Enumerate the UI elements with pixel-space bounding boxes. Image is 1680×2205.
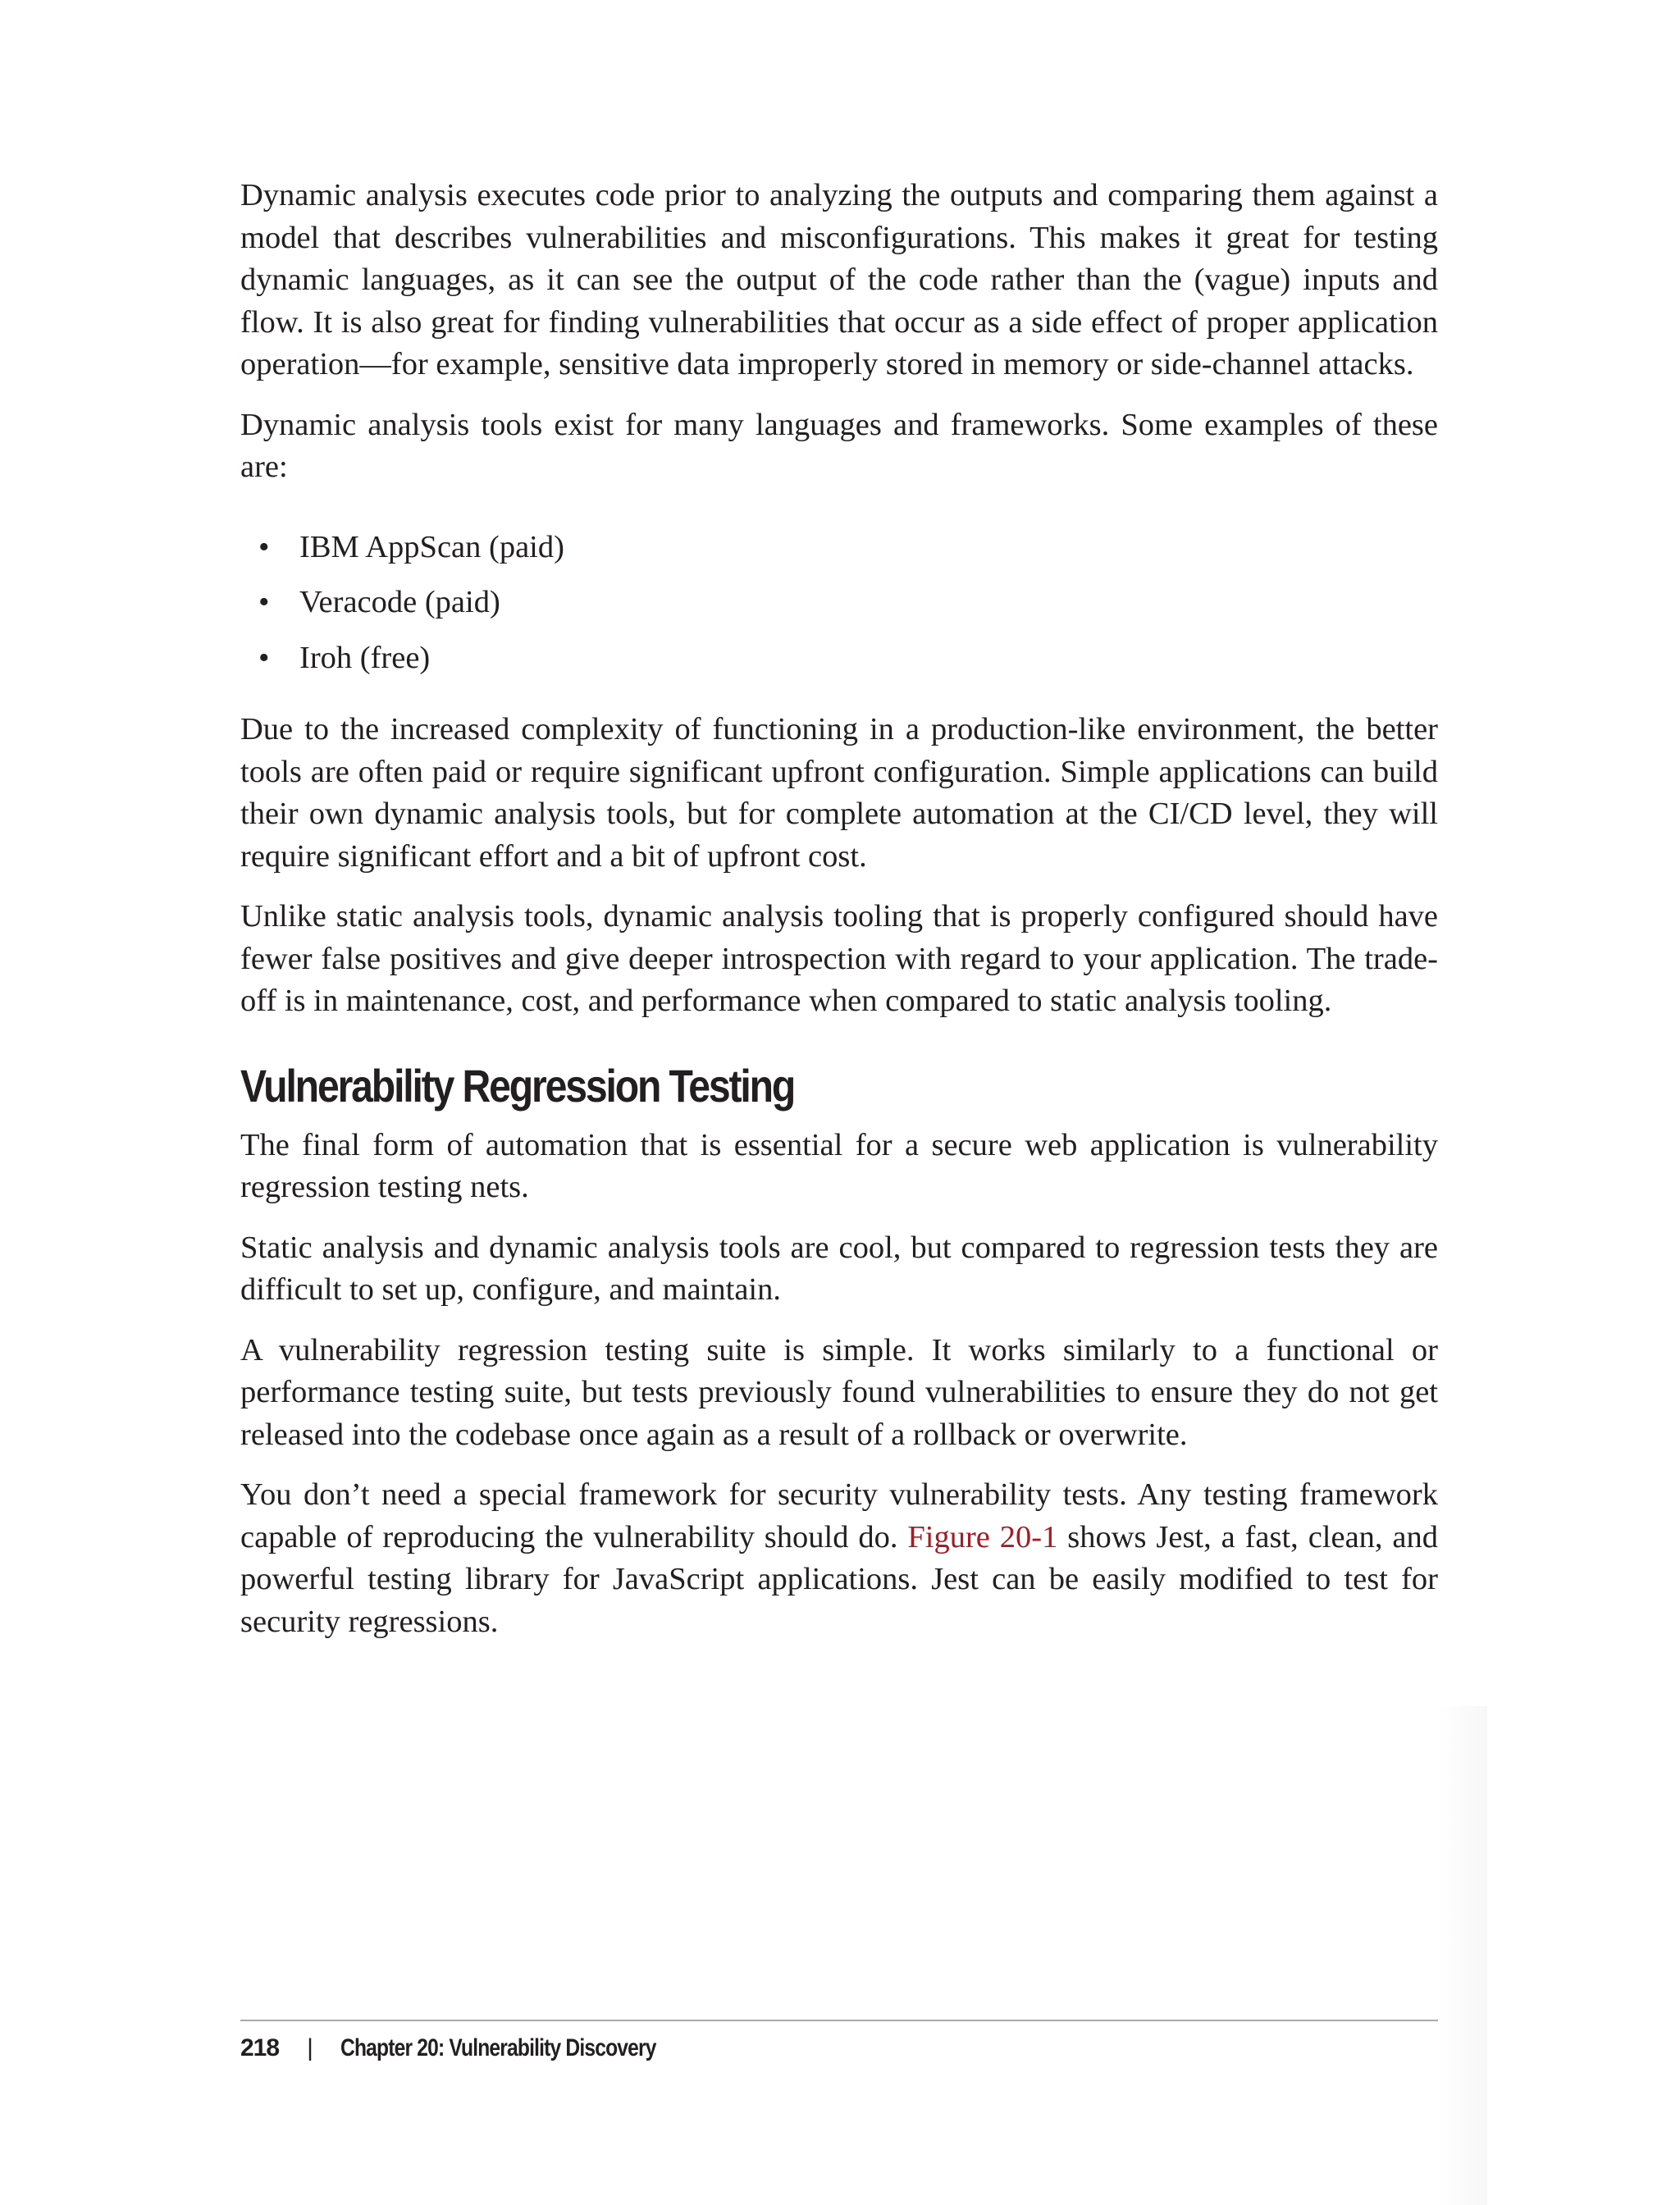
section-heading: Vulnerability Regression Testing bbox=[240, 1059, 795, 1112]
paragraph-regression-suite: A vulnerability regression testing suite is simple. It works similarly to a functional or performance testing suite, but tests previously found vulnerabilities to ensure they do not get released into the codebase once again as a result of a rollback or overwrite. bbox=[240, 1332, 1438, 1452]
paragraph-final-form: The final form of automation that is essential for a secure web application is vulnerability regression testing nets. bbox=[240, 1127, 1438, 1204]
page-number: 218 bbox=[240, 2034, 280, 2061]
page-body bbox=[240, 175, 1438, 1661]
paragraph-jest bbox=[240, 1474, 1438, 1643]
paragraph-tools-intro: Dynamic analysis tools exist for many languages and frameworks. Some examples of these are: bbox=[240, 407, 1438, 484]
paragraph-static-vs-dynamic: Unlike static analysis tools, dynamic analysis tooling that is properly configured should have fewer false positives and give deeper introspection with regard to your application. The trade-off is in maintenance, cost, and performance when compared to static analysis tooling. bbox=[240, 899, 1438, 1018]
paragraph-jest-text-before: You don’t need a special framework for security vulnerability tests. Any testing framework capable of reproducing the vulnerability should do. bbox=[240, 1477, 1438, 1554]
footer-separator: | bbox=[307, 2034, 313, 2061]
footer-rule bbox=[240, 2020, 1438, 2021]
paragraph-complexity: Due to the increased complexity of functioning in a production-like environment, the better tools are often paid or require significant upfront configuration. Simple applications can build their own dynamic analysis tools, but for complete automation at the CI/CD level, they will require significant effort and a bit of upfront cost. bbox=[240, 712, 1438, 874]
list-item: • IBM AppScan (paid) bbox=[240, 527, 1438, 569]
paragraph-jest-text-after: shows Jest, a fast, clean, and powerful testing library for JavaScript applications. Jest can be easily modified to test for security regressions. bbox=[240, 1519, 1438, 1639]
figure-20-1-link[interactable]: Figure 20-1 bbox=[907, 1519, 1058, 1554]
page-footer bbox=[240, 2030, 725, 2066]
list-item: • Iroh (free) bbox=[240, 637, 1438, 680]
tools-bullet-list bbox=[240, 527, 1438, 680]
list-item: • Veracode (paid) bbox=[240, 582, 1438, 624]
scan-shading bbox=[1438, 1706, 1487, 2205]
paragraph-tools-comparison: Static analysis and dynamic analysis tools are cool, but compared to regression tests they are difficult to set up, configure, and maintain. bbox=[240, 1230, 1438, 1307]
chapter-title: Chapter 20: Vulnerability Discovery bbox=[340, 2034, 656, 2061]
paragraph-dynamic-analysis-intro: Dynamic analysis executes code prior to analyzing the outputs and comparing them against a model that describes vulnerabilities and misconfigurations. This makes it great for testing dynamic languages, as it can see the output of the code rather than the (vague) inputs and flow. It is also great for finding vulnerabilities that occur as a side effect of proper application operation—for example, sensitive data improperly stored in memory or side-channel attacks. bbox=[240, 178, 1438, 381]
